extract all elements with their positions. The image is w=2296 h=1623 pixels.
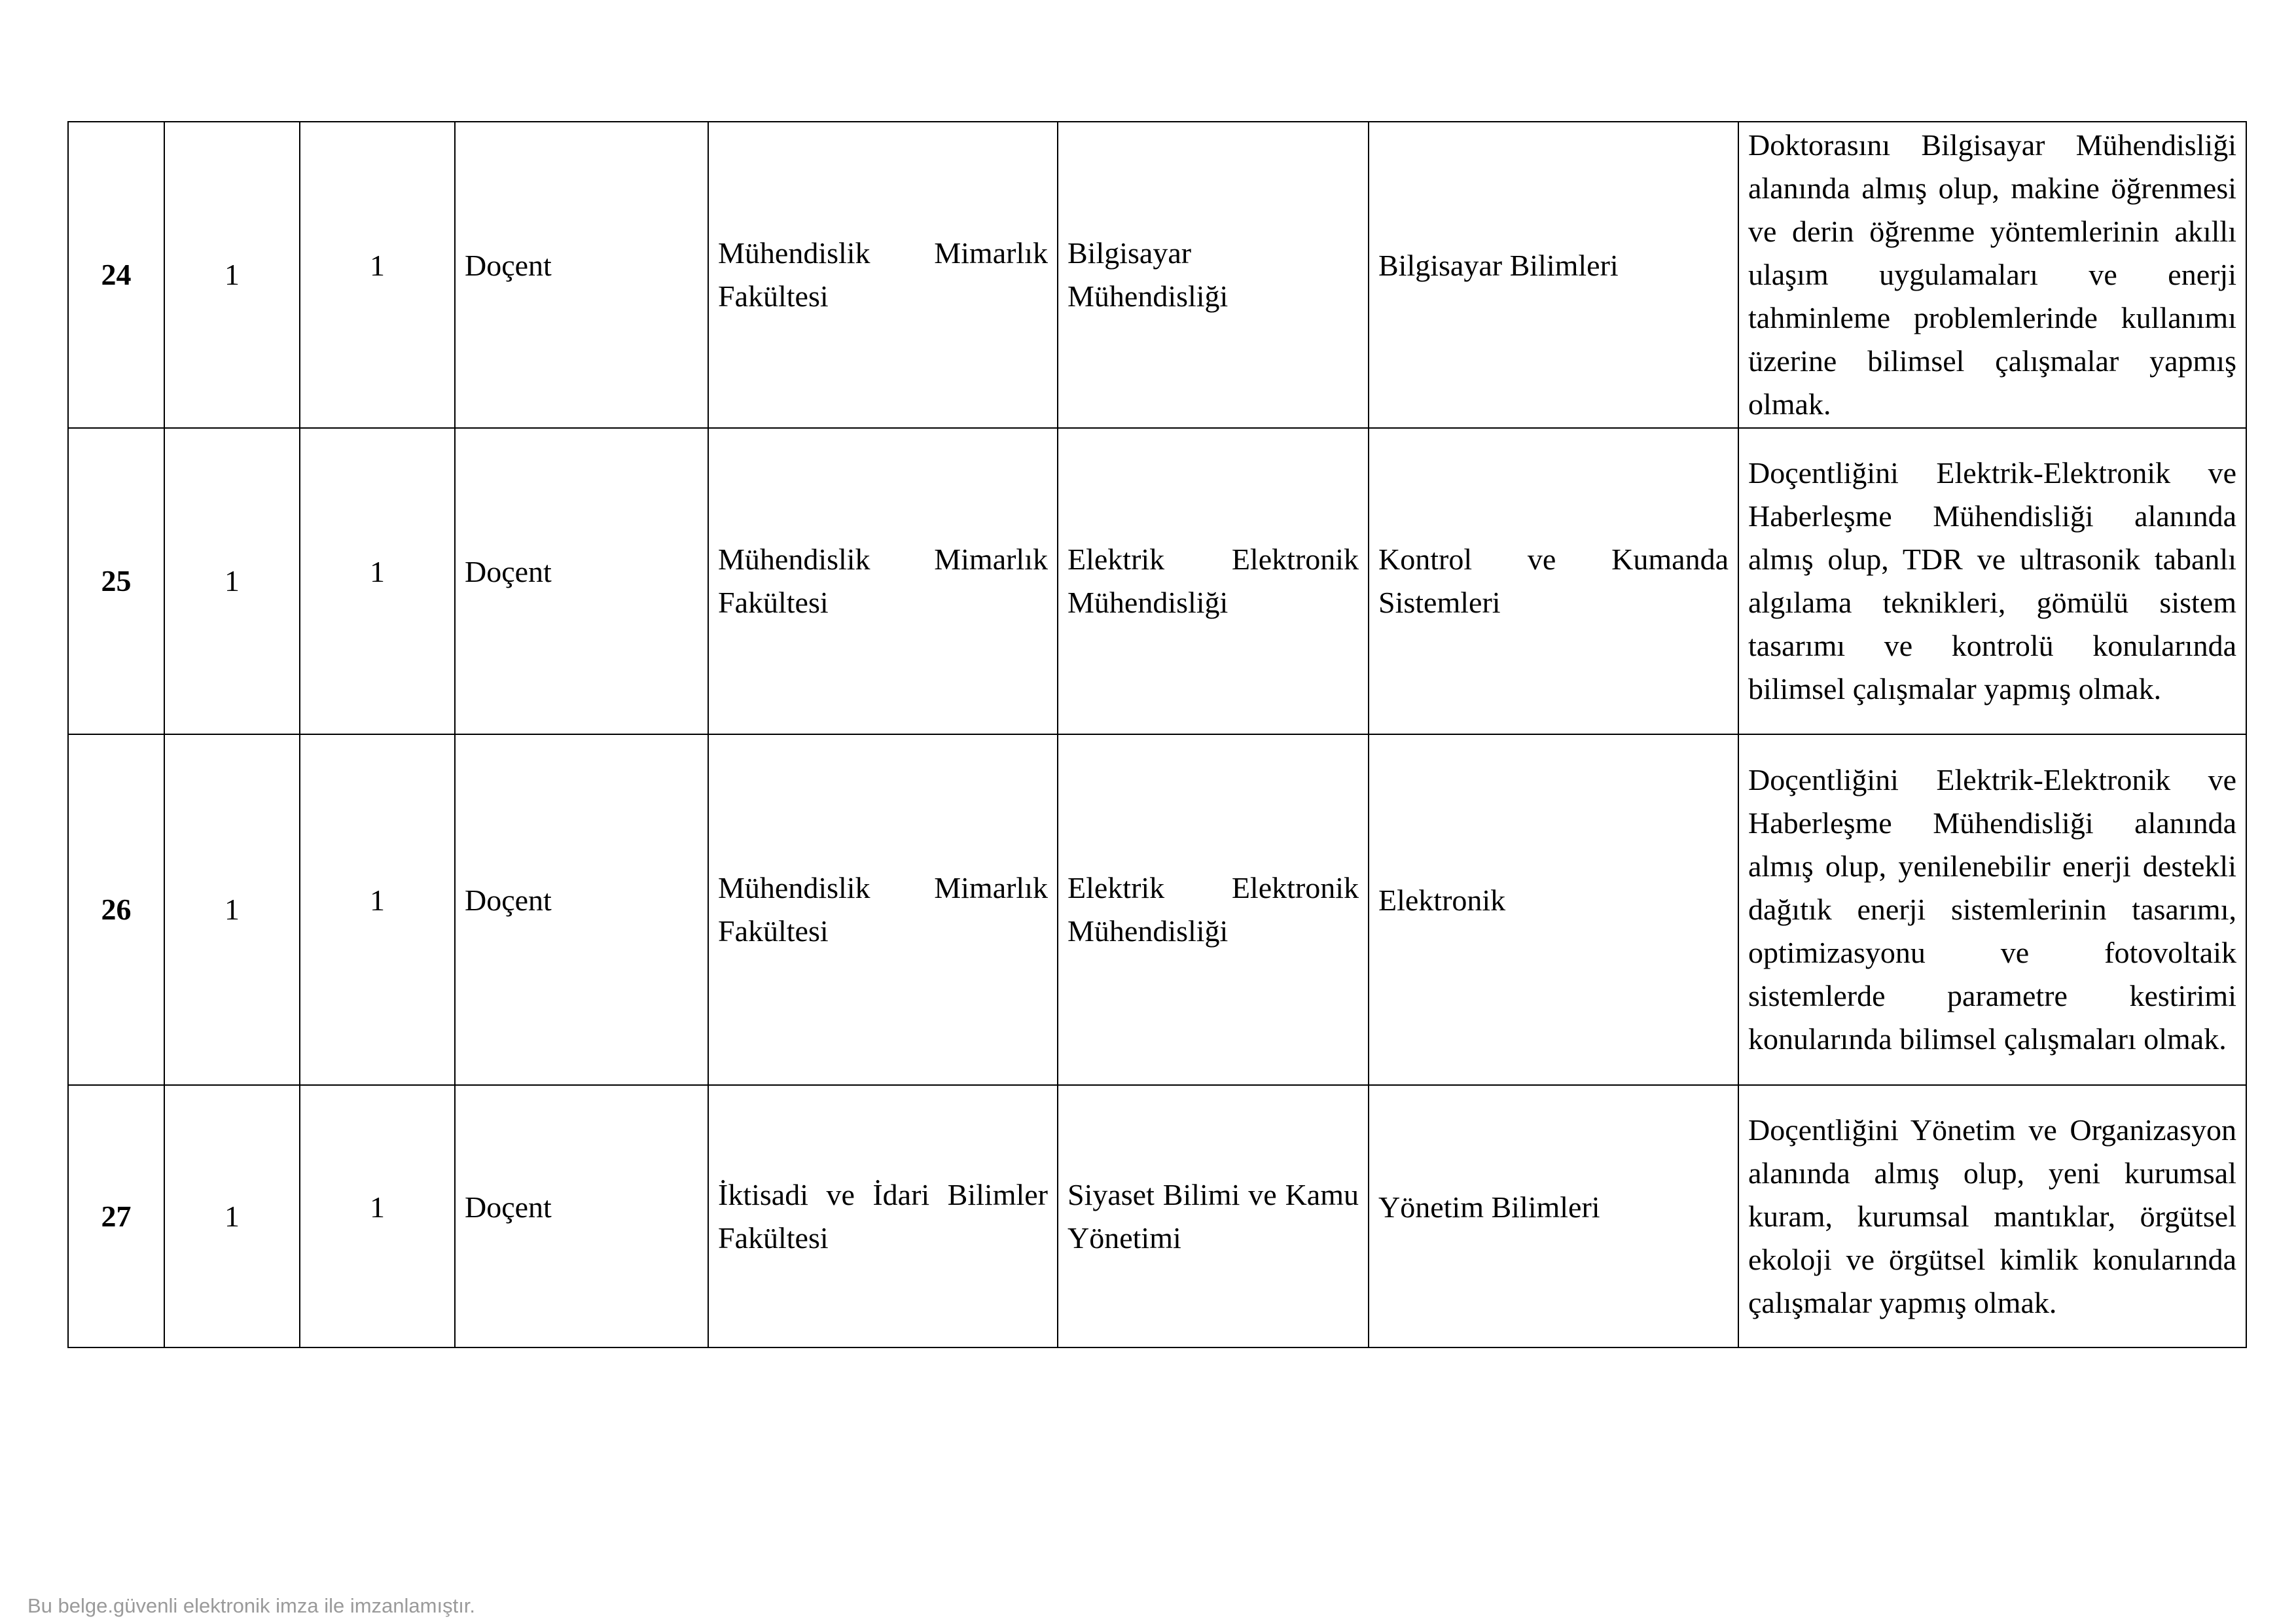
- cell-faculty: Mühendislik Mimarlık Fakültesi: [708, 734, 1058, 1085]
- cell-rank: Doçent: [455, 428, 708, 734]
- table-row: [68, 1085, 2246, 1347]
- cell-requirement: Doktorasını Bilgisayar Mühendisliği alanında almış olup, makine öğrenmesi ve derin öğrenme yöntemlerinin akıllı ulaşım uygulamaları ve enerji tahminleme problemlerinde kullanımı üzerine bilimsel çalışmalar yapmış olmak.: [1738, 122, 2246, 428]
- cell-rank: Doçent: [455, 122, 708, 428]
- row-number: 25: [68, 428, 164, 734]
- cell-col3: 1: [300, 122, 455, 428]
- cell-faculty: Mühendislik Mimarlık Fakültesi: [708, 428, 1058, 734]
- cell-department: Elektrik Elektronik Mühendisliği: [1058, 428, 1369, 734]
- staff-positions-table: [67, 121, 2247, 1348]
- cell-faculty: İktisadi ve İdari Bilimler Fakültesi: [708, 1085, 1058, 1347]
- cell-col2: 1: [164, 428, 300, 734]
- cell-requirement: Doçentliğini Yönetim ve Organizasyon alanında almış olup, yeni kurumsal kuram, kurumsal mantıklar, örgütsel ekoloji ve örgütsel kimlik konularında çalışmalar yapmış olmak.: [1738, 1085, 2246, 1347]
- cell-field: Bilgisayar Bilimleri: [1369, 122, 1738, 428]
- table-row: [68, 122, 2246, 428]
- row-number: 24: [68, 122, 164, 428]
- e-signature-footer: Bu belge.güvenli elektronik imza ile imzanlamıştır.: [27, 1594, 476, 1617]
- cell-requirement: Doçentliğini Elektrik-Elektronik ve Haberleşme Mühendisliği alanında almış olup, yenilenebilir enerji destekli dağıtık enerji sistemlerinin tasarımı, optimizasyonu ve fotovoltaik sistemlerde parametre kestirimi konularında bilimsel çalışmaları olmak.: [1738, 734, 2246, 1085]
- cell-department: Bilgisayar Mühendisliği: [1058, 122, 1369, 428]
- cell-col2: 1: [164, 122, 300, 428]
- row-number: 27: [68, 1085, 164, 1347]
- row-number: 26: [68, 734, 164, 1085]
- cell-faculty: Mühendislik Mimarlık Fakültesi: [708, 122, 1058, 428]
- cell-field: Elektronik: [1369, 734, 1738, 1085]
- cell-col3: 1: [300, 1085, 455, 1347]
- cell-col3: 1: [300, 428, 455, 734]
- table-row: [68, 428, 2246, 734]
- cell-rank: Doçent: [455, 1085, 708, 1347]
- cell-field: Yönetim Bilimleri: [1369, 1085, 1738, 1347]
- cell-col2: 1: [164, 734, 300, 1085]
- cell-rank: Doçent: [455, 734, 708, 1085]
- cell-field: Kontrol ve Kumanda Sistemleri: [1369, 428, 1738, 734]
- cell-department: Elektrik Elektronik Mühendisliği: [1058, 734, 1369, 1085]
- table-row: [68, 734, 2246, 1085]
- cell-col3: 1: [300, 734, 455, 1085]
- cell-requirement: Doçentliğini Elektrik-Elektronik ve Haberleşme Mühendisliği alanında almış olup, TDR ve ultrasonik tabanlı algılama teknikleri, gömülü sistem tasarımı ve kontrolü konularında bilimsel çalışmalar yapmış olmak.: [1738, 428, 2246, 734]
- cell-col2: 1: [164, 1085, 300, 1347]
- cell-department: Siyaset Bilimi ve Kamu Yönetimi: [1058, 1085, 1369, 1347]
